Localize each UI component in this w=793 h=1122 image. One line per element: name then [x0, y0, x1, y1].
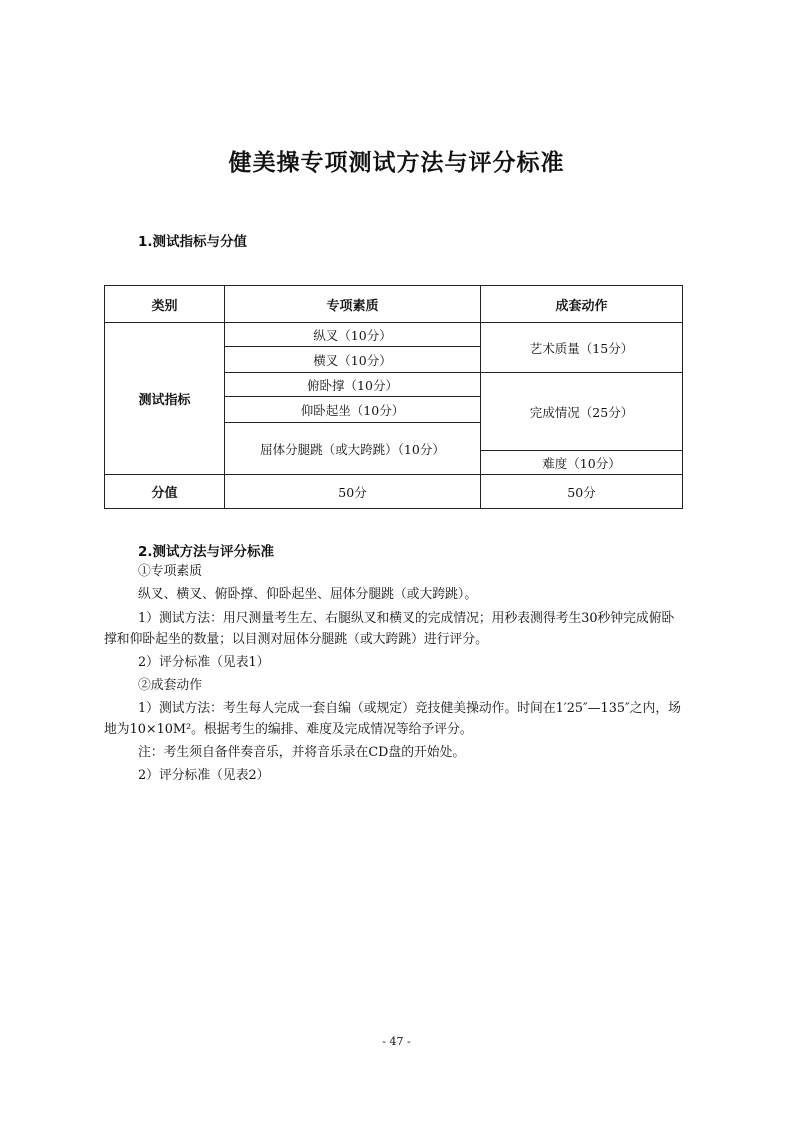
- routine-cell: 完成情况（25分）: [481, 373, 683, 451]
- section-1-heading: 1.测试指标与分值: [138, 234, 248, 250]
- routine-note: 注：考生须自备伴奏音乐，并将音乐录在CD盘的开始处。: [138, 745, 466, 760]
- skills-total: 50分: [225, 475, 481, 509]
- score-label: 分值: [105, 475, 225, 509]
- page-title: 健美操专项测试方法与评分标准: [228, 150, 565, 176]
- header-skills: 专项素质: [225, 286, 481, 323]
- score-table: [104, 285, 683, 509]
- routine-cell: 难度（10分）: [481, 451, 683, 475]
- skill-cell: 屈体分腿跳（或大跨跳）（10分）: [225, 423, 481, 475]
- page-number: - 47 -: [382, 1035, 411, 1048]
- routine-method-paragraph: 1）测试方法：考生每人完成一套自编（或规定）竞技健美操动作。时间在1′25″—135″之内，场地为10×10M²。根据考生的编排、难度及完成情况等给予评分。: [104, 701, 681, 737]
- header-routine: 成套动作: [481, 286, 683, 323]
- score-row: [105, 475, 683, 509]
- subheading-skills: ①专项素质: [138, 564, 202, 579]
- skill-cell: 横叉（10分）: [225, 347, 481, 373]
- skill-cell: 纵叉（10分）: [225, 323, 481, 347]
- subheading-routine: ②成套动作: [138, 678, 202, 693]
- category-test-indicators: 测试指标: [105, 323, 225, 475]
- header-category: 类别: [105, 286, 225, 323]
- routine-total: 50分: [481, 475, 683, 509]
- skills-list: 纵叉、横叉、俯卧撑、仰卧起坐、屈体分腿跳（或大跨跳）。: [138, 587, 478, 602]
- skill-cell: 俯卧撑（10分）: [225, 373, 481, 397]
- skills-standard: 2）评分标准（见表1）: [138, 655, 270, 670]
- skill-cell: 仰卧起坐（10分）: [225, 397, 481, 423]
- table-header-row: [105, 286, 683, 323]
- skills-method-paragraph: 1）测试方法：用尺测量考生左、右腿纵叉和横叉的完成情况；用秒表测得考生30秒钟完成俯卧撑和仰卧起坐的数量；以目测对屈体分腿跳（或大跨跳）进行评分。: [104, 611, 675, 647]
- routine-standard: 2）评分标准（见表2）: [138, 768, 270, 783]
- section-2-heading: 2.测试方法与评分标准: [138, 544, 275, 560]
- routine-cell: 艺术质量（15分）: [481, 323, 683, 373]
